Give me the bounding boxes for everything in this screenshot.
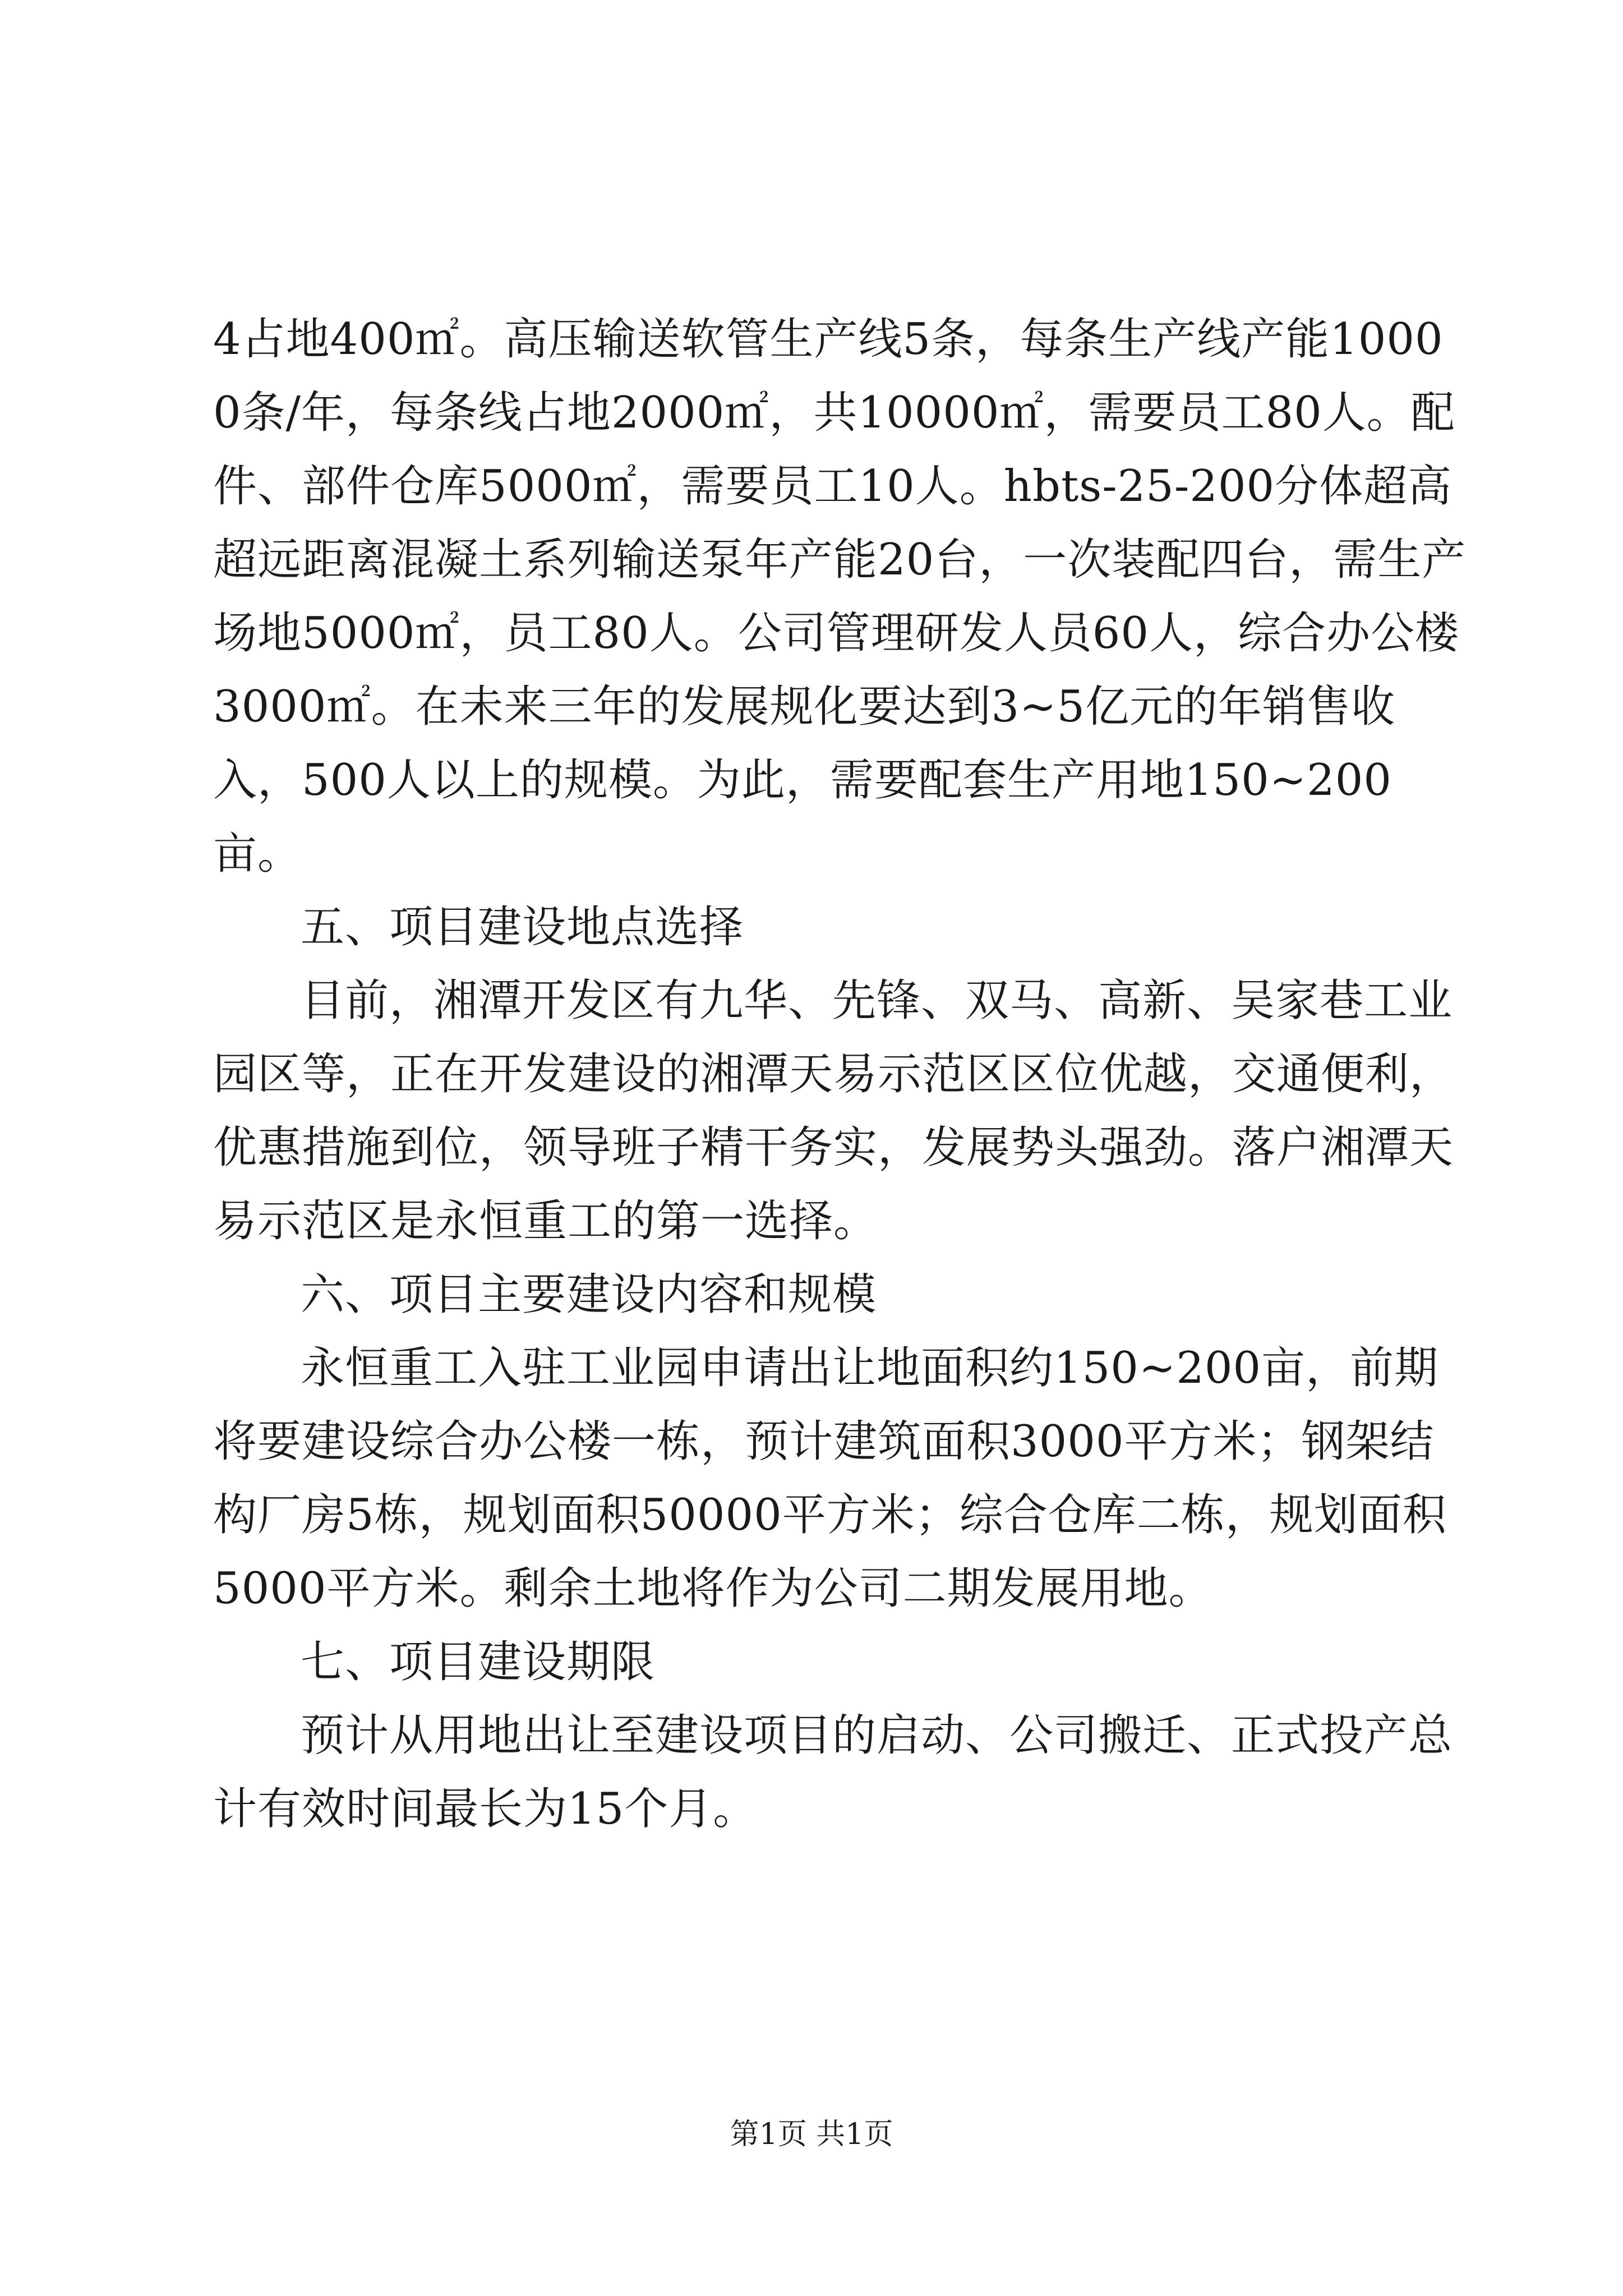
paragraph-construction-period: 预计从用地出让至建设项目的启动、公司搬迁、正式投产总计有效时间最长为15个月。: [213, 1710, 1453, 1834]
section-heading-6: 六、项目主要建设内容和规模: [301, 1269, 877, 1320]
document-body: [213, 303, 1469, 1846]
section-heading-5: 五、项目建设地点选择: [301, 902, 744, 953]
paragraph-continuation: 4占地400㎡。高压输送软管生产线5条，每条生产线产能10000条/年，每条线占地2000㎡，共10000㎡，需要员工80人。配件、部件仓库5000㎡，需要员工10人。hbts-25-200分体超高超远距离混凝土系列输送泵年产能20台，一次装配四台，需生产场地5000㎡，员工80人。公司管理研发人员60人，综合办公楼3000㎡。在未来三年的发展规化要达到3~5亿元的年销售收入，500人以上的规模。为此，需要配套生产用地150~200亩。: [213, 314, 1467, 879]
paragraph-construction-scope: 永恒重工入驻工业园申请出让地面积约150~200亩，前期将要建设综合办公楼一栋，预计建筑面积3000平方米；钢架结构厂房5栋，规划面积50000平方米；综合仓库二栋，规划面积5000平方米。剩余土地将作为公司二期发展用地。: [213, 1343, 1447, 1614]
page-footer: 第1页 共1页: [730, 2118, 893, 2151]
paragraph-site-selection: 目前，湘潭开发区有九华、先锋、双马、高新、吴家巷工业园区等，正在开发建设的湘潭天易示范区区位优越，交通便利，优惠措施到位，领导班子精干务实，发展势头强劲。落户湘潭天易示范区是永恒重工的第一选择。: [213, 976, 1454, 1246]
section-heading-7: 七、项目建设期限: [301, 1637, 656, 1687]
